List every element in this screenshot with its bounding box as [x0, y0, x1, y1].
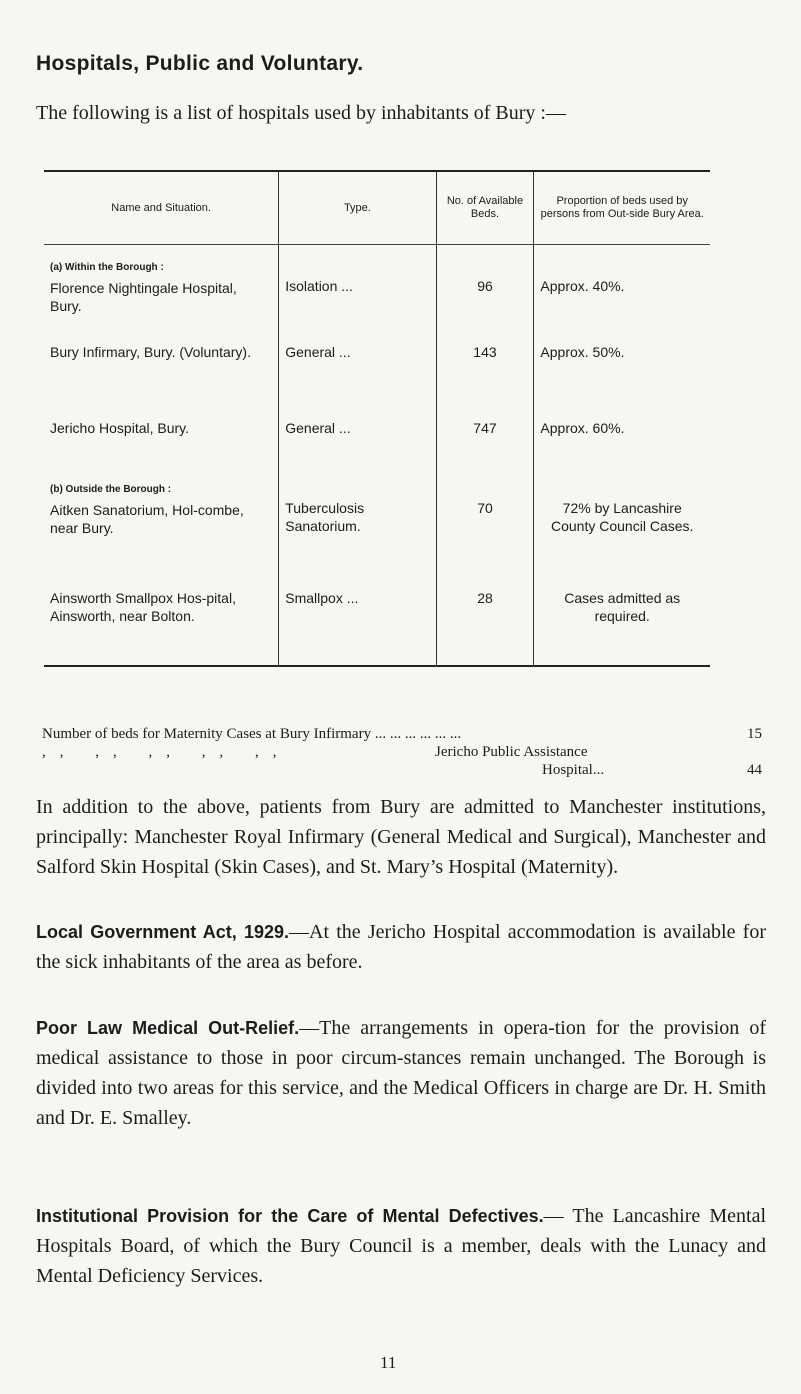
- hospital-name: Aitken Sanatorium, Hol-combe, near Bury.: [50, 502, 244, 536]
- cell-name: Jericho Hospital, Bury.: [50, 420, 190, 436]
- cell-proportion: Approx. 60%.: [534, 413, 710, 477]
- cell-proportion: Cases admitted as required.: [534, 585, 710, 666]
- cell-name: Ainsworth Smallpox Hos-pital, Ainsworth, near Bolton.: [44, 585, 279, 666]
- page-title: Hospitals, Public and Voluntary.: [36, 52, 364, 75]
- hospital-name: Florence Nightingale Hospital, Bury.: [50, 280, 237, 314]
- paragraph: [36, 792, 766, 882]
- header-proportion: Proportion of beds used by persons from Out-side Bury Area.: [534, 171, 710, 245]
- paragraph-text: — The Lancashire Mental Hospitals Board, of which the Bury Council is a member, deals with the Lunacy and Mental Deficiency Services.: [36, 1205, 767, 1287]
- table-row: [44, 585, 710, 666]
- table-row: [44, 413, 710, 477]
- cell-type: Smallpox ...: [279, 585, 436, 666]
- maternity-value: 15: [747, 726, 762, 742]
- cell-type: Tuberculosis Sanatorium.: [279, 477, 436, 585]
- paragraph-text: —The arrangements in opera-tion for the provision of medical assistance to those in poor circum-stances remain unchanged. The Borough is divided into two areas for this service, and the Medical Officers in charge are Dr. H. Smith and Dr. E. Smalley.: [36, 1017, 766, 1129]
- maternity-value: 44: [747, 762, 762, 778]
- cell-proportion: Approx. 50%.: [534, 337, 710, 413]
- paragraph: [36, 1013, 766, 1133]
- cell-beds: 747: [436, 413, 534, 477]
- cell-type: General ...: [279, 337, 436, 413]
- intro-text: The following is a list of hospitals used by inhabitants of Bury :—: [36, 102, 566, 124]
- maternity-beds: [42, 725, 762, 779]
- section-label-within: (a) Within the Borough :: [50, 262, 164, 273]
- maternity-label: Number of beds for Maternity Cases at Bury Infirmary ... ... ... ... ... ...: [42, 726, 462, 742]
- cell-beds: 70: [436, 477, 534, 585]
- paragraph-heading: Poor Law Medical Out-Relief.: [36, 1018, 300, 1038]
- cell-type: Isolation ...: [279, 245, 436, 338]
- table-row: [44, 245, 710, 338]
- maternity-label: Jericho Public Assistance: [435, 744, 588, 760]
- cell-proportion: 72% by Lancashire County Council Cases.: [534, 477, 710, 585]
- maternity-line: [42, 743, 762, 761]
- cell-beds: 28: [436, 585, 534, 666]
- header-beds: No. of Available Beds.: [436, 171, 534, 245]
- cell-name: [44, 477, 279, 585]
- cell-name: Bury Infirmary, Bury. (Voluntary).: [50, 344, 251, 360]
- cell-proportion: Approx. 40%.: [534, 245, 710, 338]
- cell-type: General ...: [279, 413, 436, 477]
- paragraph-text: In addition to the above, patients from Bury are admitted to Manchester institutions, principally: Manchester Royal Infirmary (General Medical and Surgical), Manchester and Salford Skin Hospital (Skin Cases), and St. Mary’s Hospital (Maternity).: [36, 796, 766, 878]
- cell-beds: 96: [436, 245, 534, 338]
- header-type: Type.: [279, 171, 436, 245]
- header-name: Name and Situation.: [44, 171, 279, 245]
- maternity-line: [42, 725, 762, 743]
- paragraph-text: —At the Jericho Hospital accommodation is available for the sick inhabitants of the area as before.: [36, 921, 766, 973]
- paragraph: [36, 917, 766, 977]
- page-number: 11: [380, 1353, 397, 1372]
- maternity-label: Hospital...: [542, 762, 605, 778]
- paragraph-heading: Institutional Provision for the Care of Mental Defectives.: [36, 1206, 544, 1226]
- table-row: [44, 477, 710, 585]
- paragraph: [36, 1201, 766, 1291]
- ditto-marks: ,, ,, ,, ,, ,,: [42, 744, 291, 760]
- maternity-line: [42, 761, 762, 779]
- table-header-row: [44, 171, 710, 245]
- cell-name: [44, 245, 279, 338]
- cell-beds: 143: [436, 337, 534, 413]
- paragraph-heading: Local Government Act, 1929.: [36, 922, 290, 942]
- section-label-outside: (b) Outside the Borough :: [50, 484, 172, 495]
- hospitals-table: [44, 170, 710, 667]
- table-row: [44, 337, 710, 413]
